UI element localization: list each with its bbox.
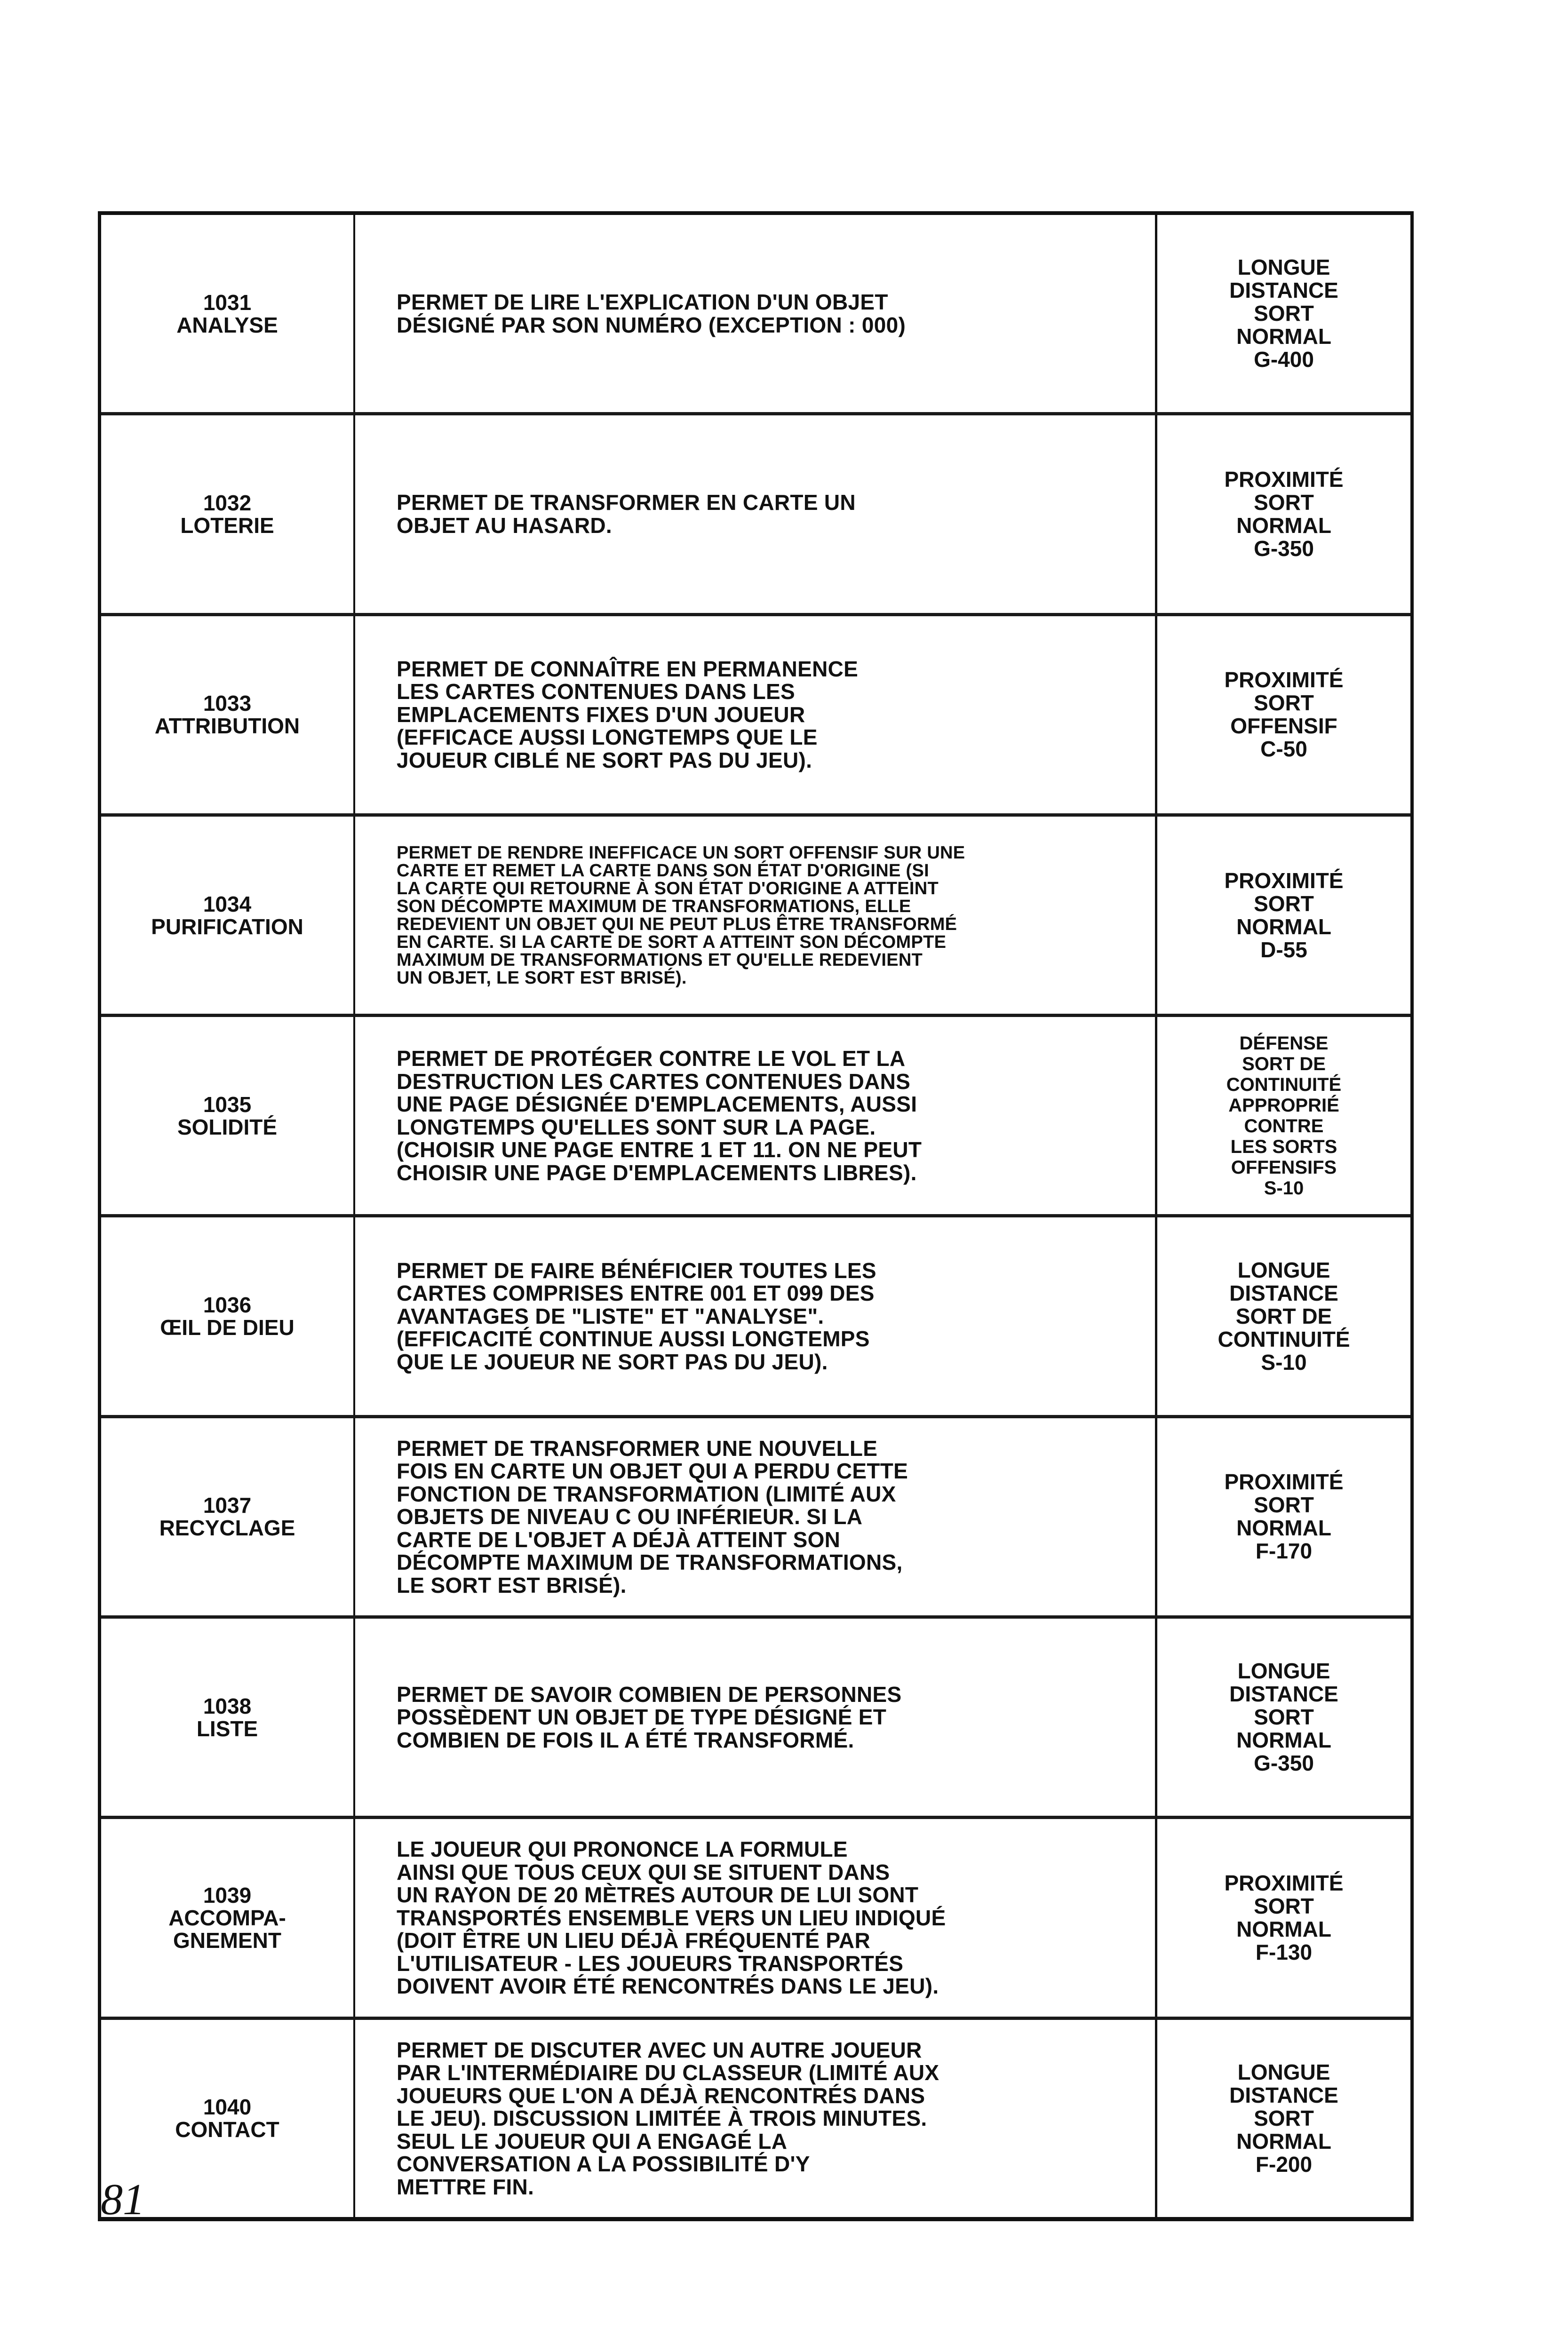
spell-type-line: NORMAL: [1236, 324, 1331, 349]
spell-type-line: SORT: [1254, 891, 1314, 916]
spell-type-line: SORT: [1254, 1705, 1314, 1730]
spell-type-line: DÉFENSE: [1239, 1033, 1329, 1054]
spell-type-line: D-55: [1260, 937, 1307, 962]
spell-type-line: SORT: [1254, 301, 1314, 326]
spell-number: 1033: [203, 691, 252, 716]
spell-description-cell: [355, 1619, 1157, 1816]
spell-type-line: NORMAL: [1236, 513, 1331, 538]
table-row-1032: [101, 415, 1410, 616]
page-number: 81: [101, 2175, 145, 2224]
spell-description: PERMET DE DISCUTER AVEC UN AUTRE JOUEUR PAR L'INTERMÉDIAIRE DU CLASSEUR (LIMITÉ AUX JOUEURS QUE L'ON A DÉJÀ RENCONTRÉS DANS LE JEU). DISCUSSION LIMITÉE À TROIS MINUTES. SEUL LE JOUEUR QUI A ENGAGÉ LA CONVERSATION A LA POSSIBILITÉ D'Y METTRE FIN.: [397, 2037, 939, 2199]
spell-type-line: DISTANCE: [1229, 1682, 1338, 1707]
spell-id-cell: [101, 1017, 355, 1214]
spell-type-line: NORMAL: [1236, 1728, 1331, 1753]
spell-description: PERMET DE CONNAÎTRE EN PERMANENCE LES CARTES CONTENUES DANS LES EMPLACEMENTS FIXES D'UN JOUEUR (EFFICACE AUSSI LONGTEMPS QUE LE JOUEUR CIBLÉ NE SORT PAS DU JEU).: [397, 656, 859, 772]
spell-name: LOTERIE: [180, 513, 274, 538]
spell-type-line: DISTANCE: [1229, 278, 1338, 303]
spell-table: [98, 211, 1414, 2221]
spell-type-cell: [1157, 1017, 1410, 1214]
spell-id-cell: [101, 616, 355, 813]
table-row-1037: [101, 1418, 1410, 1619]
spell-type-line: OFFENSIF: [1230, 714, 1337, 739]
spell-type-cell: [1157, 2020, 1410, 2217]
spell-type-line: NORMAL: [1236, 1516, 1331, 1541]
spell-type-line: F-200: [1255, 2152, 1313, 2177]
spell-type-line: OFFENSIFS: [1231, 1157, 1337, 1178]
table-row-1040: [101, 2020, 1410, 2217]
spell-type-line: F-130: [1255, 1940, 1313, 1965]
spell-type-line: C-50: [1260, 737, 1307, 762]
spell-type-line: LES SORTS: [1230, 1136, 1337, 1157]
spell-number: 1039: [203, 1883, 252, 1908]
spell-description: PERMET DE SAVOIR COMBIEN DE PERSONNES POSSÈDENT UN OBJET DE TYPE DÉSIGNÉ ET COMBIEN DE FOIS IL A ÉTÉ TRANSFORMÉ.: [397, 1682, 902, 1752]
spell-type-cell: [1157, 1418, 1410, 1615]
spell-type-line: LONGUE: [1237, 2059, 1330, 2084]
spell-description: PERMET DE RENDRE INEFFICACE UN SORT OFFENSIF SUR UNE CARTE ET REMET LA CARTE DANS SON ÉTAT D'ORIGINE (SI LA CARTE QUI RETOURNE À SON ÉTAT D'ORIGINE A ATTEINT SON DÉCOMPTE MAXIMUM DE TRANSFORMATIONS, ELLE REDEVIENT UN OBJET QUI NE PEUT PLUS ÊTRE TRANSFORMÉ EN CARTE. SI LA CARTE DE SORT A ATTEINT SON DÉCOMPTE MAXIMUM DE TRANSFORMATIONS ET QU'ELLE REDEVIENT UN OBJET, LE SORT EST BRISÉ).: [397, 842, 965, 988]
spell-description-cell: [355, 215, 1157, 412]
spell-type-line: PROXIMITÉ: [1224, 1470, 1344, 1494]
spell-type-line: SORT: [1254, 1894, 1314, 1919]
spell-name: LISTE: [196, 1716, 258, 1741]
spell-number: 1037: [203, 1493, 252, 1518]
spell-type-line: CONTINUITÉ: [1226, 1074, 1342, 1095]
spell-type-cell: [1157, 1819, 1410, 2016]
spell-name: SOLIDITÉ: [177, 1114, 278, 1139]
spell-type-line: PROXIMITÉ: [1224, 868, 1344, 893]
spell-description: PERMET DE TRANSFORMER UNE NOUVELLE FOIS EN CARTE UN OBJET QUI A PERDU CETTE FONCTION DE TRANSFORMATION (LIMITÉ AUX OBJETS DE NIVEAU C OU INFÉRIEUR. SI LA CARTE DE L'OBJET A DÉJÀ ATTEINT SON DÉCOMPTE MAXIMUM DE TRANSFORMATIONS, LE SORT EST BRISÉ).: [397, 1436, 908, 1597]
spell-type-line: SORT: [1254, 2106, 1314, 2130]
spell-type-line: NORMAL: [1236, 2129, 1331, 2153]
spell-type-line: NORMAL: [1236, 1917, 1331, 1942]
spell-number: 1035: [203, 1092, 252, 1117]
table-row-1033: [101, 616, 1410, 817]
spell-type-line: DISTANCE: [1229, 1280, 1338, 1305]
spell-type-line: LONGUE: [1237, 255, 1330, 280]
spell-description-cell: [355, 2020, 1157, 2217]
spell-description: PERMET DE TRANSFORMER EN CARTE UN OBJET AU HASARD.: [397, 490, 856, 538]
spell-type-line: G-400: [1254, 347, 1314, 372]
spell-id-cell: [101, 817, 355, 1014]
spell-description-cell: [355, 1418, 1157, 1615]
spell-type-line: APPROPRIÉ: [1228, 1095, 1339, 1116]
spell-name: ACCOMPA- GNEMENT: [168, 1906, 286, 1953]
spell-description-cell: [355, 817, 1157, 1014]
spell-description: LE JOUEUR QUI PRONONCE LA FORMULE AINSI QUE TOUS CEUX QUI SE SITUENT DANS UN RAYON DE 20 MÈTRES AUTOUR DE LUI SONT TRANSPORTÉS ENSEMBLE VERS UN LIEU INDIQUÉ (DOIT ÊTRE UN LIEU DÉJÀ FRÉQUENTÉ PAR L'UTILISATEUR - LES JOUEURS TRANSPORTÉS DOIVENT AVOIR ÉTÉ RENCONTRÉS DANS LE JEU).: [397, 1837, 946, 1999]
spell-type-line: G-350: [1254, 536, 1314, 561]
spell-number: 1032: [203, 490, 252, 515]
spell-type-line: S-10: [1264, 1177, 1304, 1199]
spell-id-cell: [101, 215, 355, 412]
table-row-1038: [101, 1619, 1410, 1819]
spell-type-line: SORT: [1254, 691, 1314, 715]
spell-type-cell: [1157, 215, 1410, 412]
spell-type-line: G-350: [1254, 1751, 1314, 1776]
spell-type-line: CONTRE: [1244, 1115, 1324, 1136]
spell-description-cell: [355, 1217, 1157, 1414]
spell-name: RECYCLAGE: [159, 1516, 295, 1541]
spell-type-line: DISTANCE: [1229, 2082, 1338, 2107]
spell-description-cell: [355, 1819, 1157, 2016]
table-row-1031: [101, 215, 1410, 415]
spell-description: PERMET DE PROTÉGER CONTRE LE VOL ET LA DESTRUCTION LES CARTES CONTENUES DANS UNE PAGE DÉSIGNÉE D'EMPLACEMENTS, AUSSI LONGTEMPS QU'ELLES SONT SUR LA PAGE. (CHOISIR UNE PAGE ENTRE 1 ET 11. ON NE PEUT CHOISIR UNE PAGE D'EMPLACEMENTS LIBRES).: [397, 1046, 922, 1185]
spell-name: ANALYSE: [176, 312, 278, 337]
spell-type-line: NORMAL: [1236, 914, 1331, 939]
spell-type-line: CONTINUITÉ: [1218, 1327, 1350, 1351]
table-row-1036: [101, 1217, 1410, 1418]
spell-id-cell: [101, 1217, 355, 1414]
spell-description: PERMET DE LIRE L'EXPLICATION D'UN OBJET DÉSIGNÉ PAR SON NUMÉRO (EXCEPTION : 000): [397, 290, 906, 337]
spell-type-line: SORT DE: [1235, 1303, 1332, 1328]
spell-type-line: PROXIMITÉ: [1224, 467, 1344, 492]
spell-number: 1034: [203, 891, 252, 916]
spell-type-line: PROXIMITÉ: [1224, 1871, 1344, 1896]
spell-type-line: PROXIMITÉ: [1224, 667, 1344, 692]
spell-type-cell: [1157, 1217, 1410, 1414]
spell-id-cell: [101, 415, 355, 612]
spell-description-cell: [355, 415, 1157, 612]
spell-type-line: SORT: [1254, 490, 1314, 515]
spell-number: 1038: [203, 1693, 252, 1718]
spell-type-cell: [1157, 415, 1410, 612]
spell-type-line: LONGUE: [1237, 1659, 1330, 1684]
spell-id-cell: [101, 1619, 355, 1816]
spell-name: CONTACT: [175, 2117, 279, 2142]
spell-type-line: F-170: [1255, 1539, 1313, 1564]
spell-id-cell: [101, 1819, 355, 2016]
spell-name: PURIFICATION: [151, 914, 303, 939]
spell-type-cell: [1157, 1619, 1410, 1816]
spell-number: 1036: [203, 1293, 252, 1318]
spell-description: PERMET DE FAIRE BÉNÉFICIER TOUTES LES CARTES COMPRISES ENTRE 001 ET 099 DES AVANTAGES DE "LISTE" ET "ANALYSE". (EFFICACITÉ CONTINUE AUSSI LONGTEMPS QUE LE JOUEUR NE SORT PAS DU JEU).: [397, 1258, 876, 1374]
spell-type-cell: [1157, 817, 1410, 1014]
table-row-1039: [101, 1819, 1410, 2019]
spell-type-line: S-10: [1261, 1350, 1307, 1375]
spell-id-cell: [101, 1418, 355, 1615]
spell-type-line: SORT DE: [1242, 1053, 1326, 1074]
spell-type-line: SORT: [1254, 1493, 1314, 1518]
spell-number: 1040: [203, 2095, 252, 2120]
table-row-1035: [101, 1017, 1410, 1217]
spell-description-cell: [355, 616, 1157, 813]
spell-number: 1031: [203, 290, 252, 315]
spell-type-line: LONGUE: [1237, 1257, 1330, 1282]
spell-description-cell: [355, 1017, 1157, 1214]
spell-name: ATTRIBUTION: [154, 714, 300, 739]
table-row-1034: [101, 817, 1410, 1017]
spell-name: ŒIL DE DIEU: [160, 1315, 294, 1340]
spell-type-cell: [1157, 616, 1410, 813]
